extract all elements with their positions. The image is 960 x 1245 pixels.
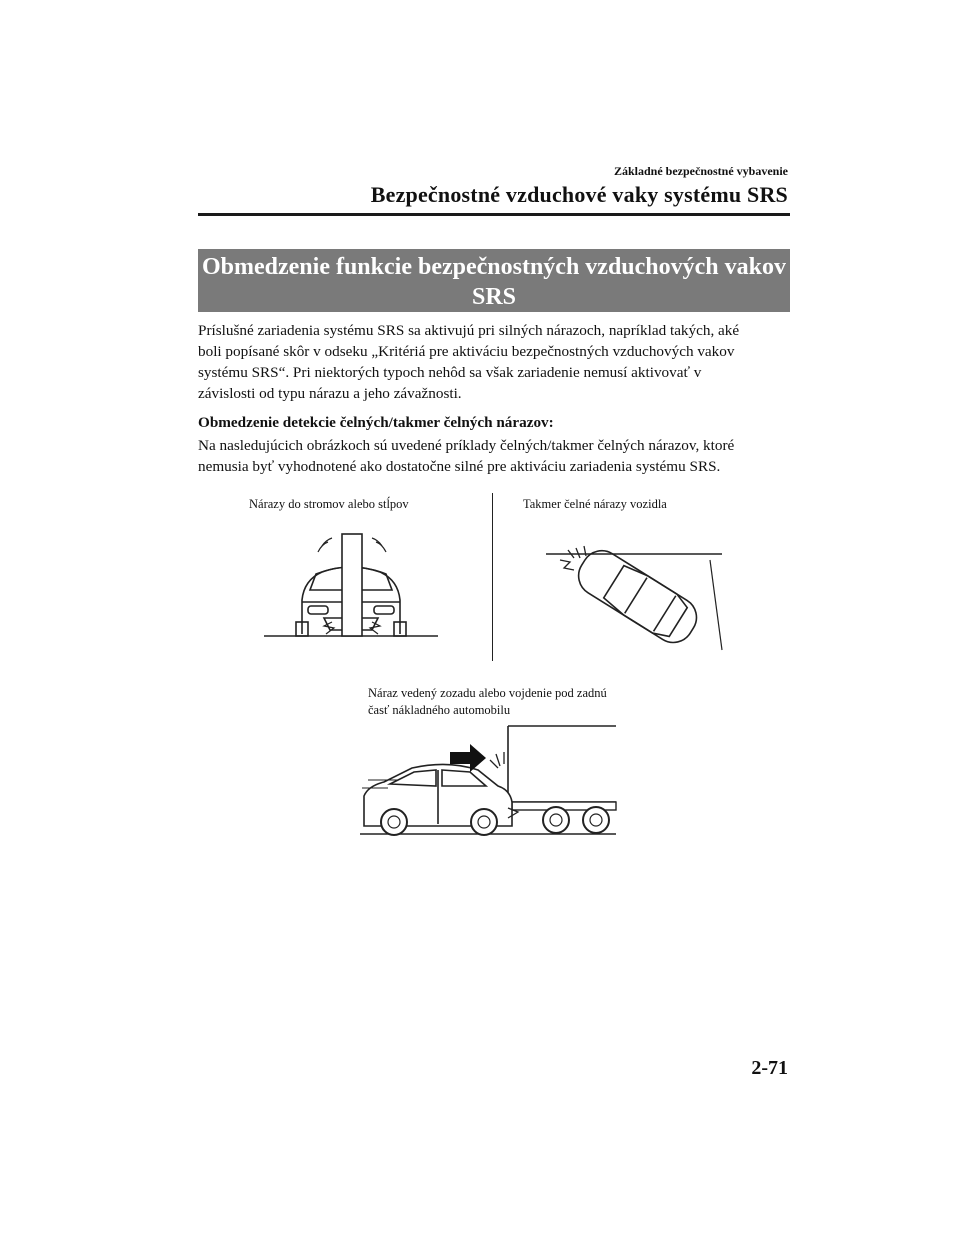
header-rule — [198, 213, 790, 216]
intro-line: Príslušné zariadenia systému SRS sa aktivujú pri silných nárazoch, napríklad takých, aké — [198, 322, 740, 339]
underride-caption — [368, 685, 648, 719]
oblique-impact-illustration — [540, 540, 725, 655]
banner-line-2: SRS — [471, 284, 517, 310]
oblique-caption: Takmer čelné nárazy vozidla — [523, 497, 667, 511]
section-title: Bezpečnostné vzduchové vaky systému SRS — [370, 182, 788, 207]
underride-illustration — [358, 722, 618, 837]
frontal-line: Na nasledujúcich obrázkoch sú uvedené príklady čelných/takmer čelných nárazov, ktoré — [198, 437, 735, 454]
figure-divider — [492, 493, 493, 661]
section-banner — [198, 249, 790, 312]
intro-line: boli popísané skôr v odseku „Kritériá pre aktiváciu bezpečnostných vzduchových vakov — [198, 343, 735, 360]
frontal-paragraph — [198, 435, 788, 477]
frontal-heading: Obmedzenie detekcie čelných/takmer čelných nárazov: — [198, 414, 554, 431]
frontal-line: nemusia byť vyhodnotené ako dostatočne silné pre aktiváciu zariadenia systému SRS. — [198, 458, 721, 475]
page-number: 2-71 — [751, 1057, 788, 1079]
underride-caption-line: Náraz vedený zozadu alebo vojdenie pod zadnú — [368, 686, 607, 700]
banner-line-1: Obmedzenie funkcie bezpečnostných vzduchových vakov — [201, 254, 786, 280]
intro-line: závislosti od typu nárazu a jeho závažnosti. — [198, 385, 462, 402]
intro-paragraph — [198, 320, 788, 404]
pole-caption: Nárazy do stromov alebo stĺpov — [249, 497, 409, 511]
pole-impact-illustration — [262, 530, 442, 640]
section-subtitle: Základné bezpečnostné vybavenie — [613, 164, 788, 178]
underride-caption-line: časť nákladného automobilu — [368, 703, 511, 717]
intro-line: systému SRS“. Pri niektorých typoch nehôd sa však zariadenie nemusí aktivovať v — [198, 364, 702, 381]
